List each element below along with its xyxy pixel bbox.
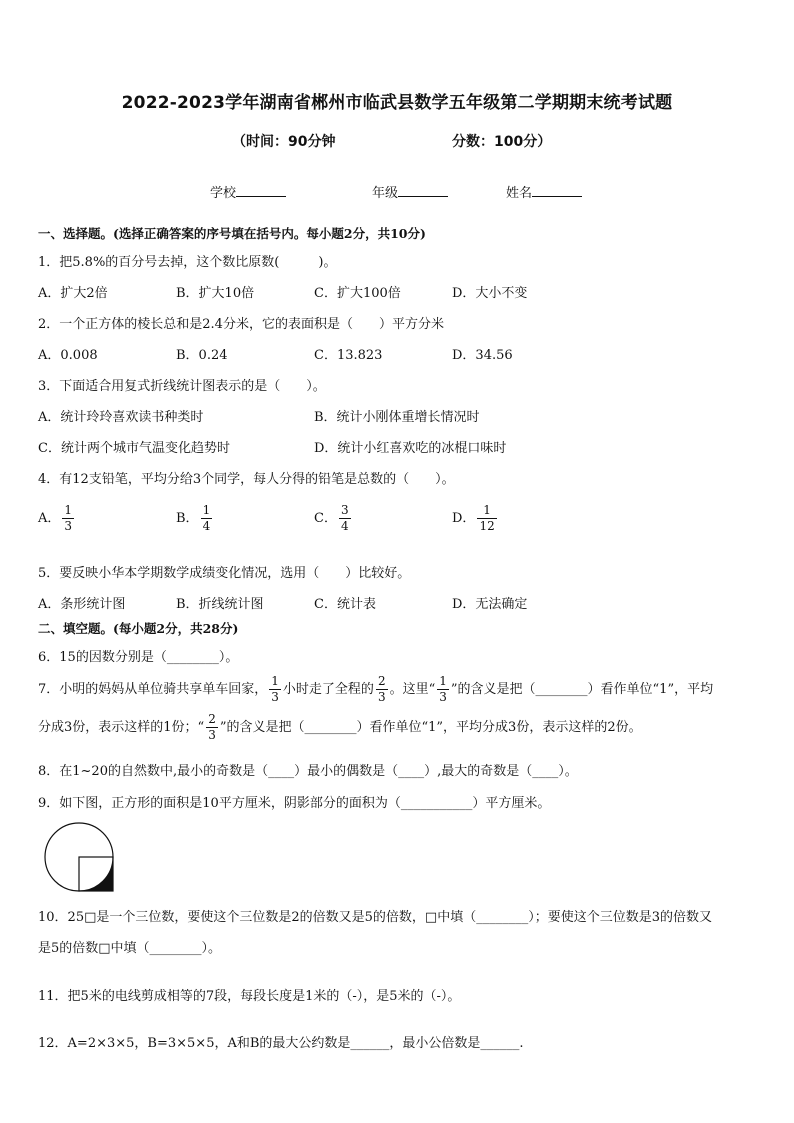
- fraction-denominator: 3: [439, 690, 447, 704]
- q9-text: 9．如下图，正方形的面积是10平方厘米，阴影部分的面积为（___________）平方厘米。: [38, 796, 551, 811]
- q7-fraction-3: [437, 674, 449, 705]
- q4-option-c[interactable]: [314, 503, 353, 534]
- q4-option-d[interactable]: [452, 503, 499, 534]
- q7-part5: 分成3份，表示这样的1份；“: [38, 720, 205, 735]
- q4-option-b[interactable]: [176, 503, 214, 534]
- grade-field[interactable]: [372, 182, 448, 201]
- q3-text: 3．下面适合用复式折线统计图表示的是（ ）。: [38, 379, 326, 394]
- q1-text: 1．把5.8%的百分号去掉，这个数比原数( )。: [38, 255, 337, 270]
- q4-a-label: A．: [38, 511, 61, 526]
- exam-title: 2022-2023学年湖南省郴州市临武县数学五年级第二学期期末统考试题: [121, 93, 673, 113]
- fraction-numerator: 2: [377, 674, 386, 688]
- name-blank[interactable]: [532, 185, 582, 197]
- grade-label: 年级: [372, 186, 399, 201]
- q1-option-b[interactable]: B．扩大10倍: [176, 286, 255, 301]
- fraction-denominator: 4: [202, 519, 211, 533]
- fraction-denominator: 3: [271, 690, 279, 704]
- q7-part4: ”的含义是把（________）看作单位“1”，平均: [450, 682, 714, 697]
- fraction-denominator: 3: [377, 690, 386, 704]
- q7-part2: 小时走了全程的: [282, 682, 374, 697]
- q4-text: 4．有12支铅笔，平均分给3个同学，每人分得的铅笔是总数的（ ）。: [38, 472, 455, 487]
- q12-text: 12．A=2×3×5，B=3×5×5，A和B的最大公约数是______，最小公倍数是______.: [38, 1036, 524, 1051]
- school-blank[interactable]: [236, 185, 286, 197]
- q7-fraction-4: [206, 712, 218, 743]
- fraction-denominator: 4: [340, 519, 349, 533]
- q4-b-fraction: [201, 503, 213, 534]
- fraction-numerator: 1: [271, 674, 279, 688]
- exam-time: （时间：90分钟: [232, 134, 336, 150]
- q5-option-c[interactable]: C．统计表: [314, 597, 376, 612]
- fraction-numerator: 1: [439, 674, 447, 688]
- school-field[interactable]: [210, 182, 286, 201]
- q8-text: 8．在1~20的自然数中,最小的奇数是（____）最小的偶数是（____）,最大的奇数是（____）。: [38, 764, 578, 779]
- section2-heading: 二、填空题。(每小题2分，共28分): [38, 621, 239, 636]
- q3-option-b[interactable]: B．统计小刚体重增长情况时: [314, 410, 480, 425]
- q2-option-b[interactable]: B．0.24: [176, 348, 228, 363]
- fraction-denominator: 3: [208, 728, 216, 742]
- q4-a-fraction: [62, 503, 74, 534]
- q7-fraction-2: [376, 674, 388, 705]
- q4-b-label: B．: [176, 511, 199, 526]
- q10-line2: 是5的倍数□中填（________）。: [38, 941, 222, 956]
- q5-option-a[interactable]: A．条形统计图: [38, 597, 126, 612]
- q4-c-label: C．: [314, 511, 337, 526]
- q2-option-a[interactable]: A．0.008: [38, 348, 98, 363]
- q1-option-a[interactable]: A．扩大2倍: [38, 286, 108, 301]
- q9-circle-square-figure: [40, 818, 118, 896]
- q4-option-a[interactable]: [38, 503, 76, 534]
- q1-option-c[interactable]: C．扩大100倍: [314, 286, 401, 301]
- fraction-numerator: 1: [483, 503, 491, 517]
- q4-d-fraction: [477, 503, 496, 534]
- fraction-denominator: 3: [64, 519, 73, 533]
- q4-d-label: D．: [452, 511, 476, 526]
- fraction-denominator: 12: [479, 519, 495, 533]
- q7-part6: ”的含义是把（________）看作单位“1”，平均分成3份，表示这样的2份。: [219, 720, 642, 735]
- fraction-numerator: 1: [64, 503, 73, 517]
- fraction-numerator: 3: [340, 503, 349, 517]
- q5-text: 5．要反映小华本学期数学成绩变化情况，选用（ ）比较好。: [38, 566, 411, 581]
- school-label: 学校: [210, 186, 237, 201]
- q4-c-fraction: [339, 503, 351, 534]
- q7-line1: [38, 674, 713, 705]
- q7-line2: [38, 712, 642, 743]
- q7-fraction-1: [269, 674, 281, 705]
- q2-text: 2．一个正方体的棱长总和是2.4分米，它的表面积是（ ）平方分米: [38, 317, 444, 332]
- q11-text: 11．把5米的电线剪成相等的7段，每段长度是1米的（-），是5米的（-）。: [38, 989, 461, 1004]
- q7-part3: 。这里“: [389, 682, 436, 697]
- name-field[interactable]: [506, 182, 582, 201]
- q2-option-c[interactable]: C．13.823: [314, 348, 383, 363]
- fraction-numerator: 2: [208, 712, 216, 726]
- exam-score: 分数：100分）: [452, 134, 552, 150]
- q7-part1: 7．小明的妈妈从单位骑共享单车回家，: [38, 682, 268, 697]
- q6-text: 6．15的因数分别是（________）。: [38, 650, 239, 665]
- q5-option-d[interactable]: D．无法确定: [452, 597, 528, 612]
- q1-option-d[interactable]: D．大小不变: [452, 286, 528, 301]
- q5-option-b[interactable]: B．折线统计图: [176, 597, 264, 612]
- name-label: 姓名: [506, 186, 533, 201]
- q10-line1: 10．25□是一个三位数，要使这个三位数是2的倍数又是5的倍数，□中填（________）；要使这个三位数是3的倍数又: [38, 910, 712, 925]
- q3-option-a[interactable]: A．统计玲玲喜欢读书种类时: [38, 410, 204, 425]
- fraction-numerator: 1: [202, 503, 211, 517]
- section1-heading: 一、选择题。(选择正确答案的序号填在括号内。每小题2分，共10分): [38, 226, 426, 241]
- grade-blank[interactable]: [398, 185, 448, 197]
- q3-option-d[interactable]: D．统计小红喜欢吃的冰棍口味时: [314, 441, 507, 456]
- q2-option-d[interactable]: D．34.56: [452, 348, 513, 363]
- q3-option-c[interactable]: C．统计两个城市气温变化趋势时: [38, 441, 230, 456]
